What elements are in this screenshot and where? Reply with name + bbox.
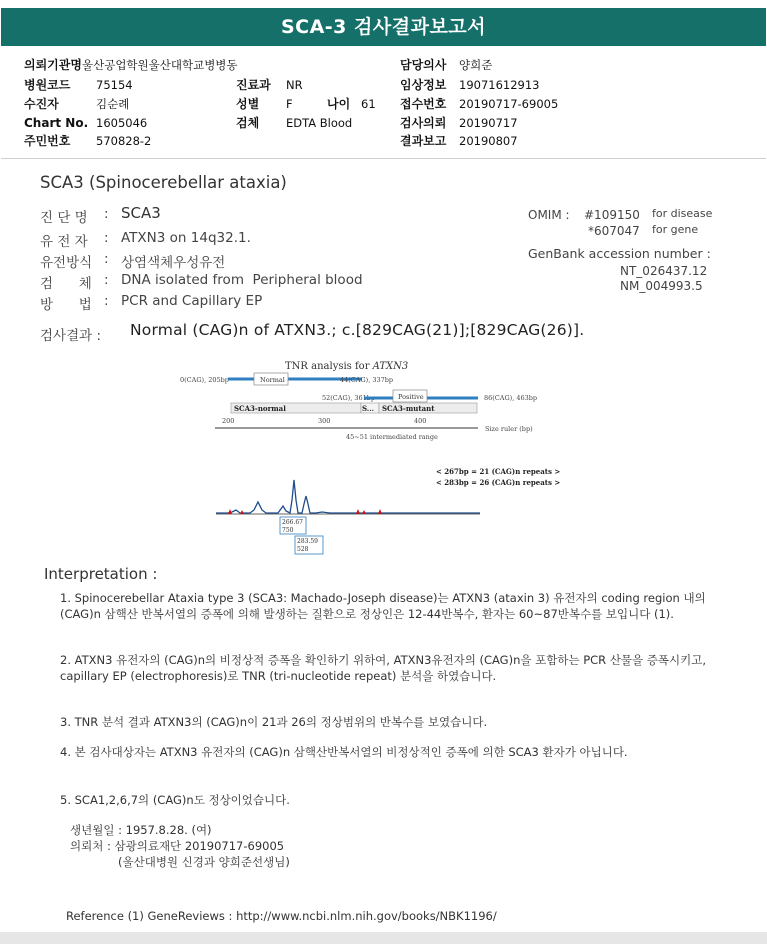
age-label: 나이 bbox=[327, 97, 351, 111]
zone-mid-label: S... bbox=[362, 404, 375, 413]
omim-gene-id: *607047 bbox=[588, 224, 640, 238]
report-title: SCA-3 검사결과보고서 bbox=[1, 8, 766, 46]
department-value: NR bbox=[286, 78, 303, 92]
omim-disease-note: for disease bbox=[652, 207, 713, 220]
clinical-info-value: 19071612913 bbox=[459, 78, 540, 92]
specimen-label: 검체 bbox=[236, 116, 260, 130]
bar1-left-label: 0(CAG), 205bp bbox=[180, 376, 229, 384]
result-value: Normal (CAG)n of ATXN3.; c.[829CAG(21)];[829CAG(26)]. bbox=[130, 321, 585, 339]
method-value: PCR and Capillary EP bbox=[121, 293, 263, 309]
positive-box-label: Positive bbox=[398, 393, 424, 401]
omim-gene-note: for gene bbox=[652, 223, 699, 236]
header-divider bbox=[1, 158, 766, 159]
accession-no-value: 20190717-69005 bbox=[459, 97, 559, 111]
accession-no-label: 접수번호 bbox=[400, 97, 447, 111]
sex-label: 성별 bbox=[236, 97, 260, 111]
section-title: SCA3 (Spinocerebellar ataxia) bbox=[40, 173, 287, 192]
reference-note: Reference (1) GeneReviews : http://www.ncbi.nlm.nih.gov/books/NBK1196/ bbox=[66, 909, 497, 923]
diagnosis-label: 진 단 명 bbox=[40, 210, 88, 226]
interpretation-paragraph-5: 5. SCA1,2,6,7의 (CAG)n도 정상이었습니다. bbox=[60, 793, 290, 807]
tnr-figure bbox=[0, 352, 767, 562]
genbank-id-2: NM_004993.5 bbox=[620, 279, 703, 293]
interpretation-paragraph-4: 4. 본 검사대상자는 ATXN3 유전자의 (CAG)n 삼핵산반복서열의 비정상적인 증폭에 의한 SCA3 환자가 아닙니다. bbox=[60, 745, 628, 759]
genbank-label: GenBank accession number : bbox=[528, 246, 711, 261]
normal-box-label: Normal bbox=[260, 376, 285, 384]
interpretation-title: Interpretation : bbox=[44, 565, 158, 583]
resident-no-value: 570828-2 bbox=[96, 134, 152, 148]
patient-name-value: 김순례 bbox=[96, 97, 130, 111]
size-marker bbox=[240, 510, 244, 514]
interpretation-paragraph-2: 2. ATXN3 유전자의 (CAG)n의 비정상적 증폭을 확인하기 위하여, ATXN3유전자의 (CAG)n을 포함하는 PCR 산물을 증폭시키고, capillary EP (electrophoresis)로 TNR (tri-nucleotide repeat) 분석을 하였습니다. bbox=[60, 653, 707, 683]
gene-value: ATXN3 on 14q32.1. bbox=[121, 230, 251, 246]
gene-sep: : bbox=[104, 230, 109, 246]
ruler-tick-200: 200 bbox=[222, 417, 235, 425]
birth-date-note: 생년월일 : 1957.8.28. (여) bbox=[70, 823, 212, 837]
report-date-label: 결과보고 bbox=[400, 134, 447, 148]
ruler-label: Size ruler (bp) bbox=[485, 425, 533, 433]
specimen-value: EDTA Blood bbox=[286, 116, 353, 130]
interpretation-paragraph-1: 1. Spinocerebellar Ataxia type 3 (SCA3: Machado-Joseph disease)는 ATXN3 (ataxin 3) 유전자의 coding region 내의 (CAG)n 삼핵산 반복서열의 증폭에 의해 발생하는 질환으로 정상인은 12-44반복수, 환자는 60~87반복수를 보입니다 (1). bbox=[60, 591, 706, 621]
department-label: 진료과 bbox=[236, 78, 271, 92]
omim-disease-id: #109150 bbox=[584, 208, 640, 222]
genbank-id-1: NT_026437.12 bbox=[620, 264, 708, 278]
hospital-code-label: 병원코드 bbox=[24, 78, 71, 92]
request-date-value: 20190717 bbox=[459, 116, 518, 130]
gene-label: 유 전 자 bbox=[40, 234, 88, 250]
omim-label: OMIM : bbox=[528, 208, 570, 222]
requesting-institution-label: 의뢰기관명 bbox=[24, 58, 82, 72]
bar2-right-label: 86(CAG), 463bp bbox=[484, 394, 538, 402]
resident-no-label: 주민번호 bbox=[24, 134, 71, 148]
diagnosis-value: SCA3 bbox=[121, 204, 161, 222]
specimen-type-value: DNA isolated from Peripheral blood bbox=[121, 272, 363, 288]
chart-no-label: Chart No. bbox=[24, 116, 89, 130]
inheritance-label: 유전방식 bbox=[40, 255, 93, 271]
diagnosis-sep: : bbox=[104, 206, 109, 222]
repeat-annotation-2: < 283bp = 26 (CAG)n repeats > bbox=[436, 478, 561, 487]
interpretation-paragraph-3: 3. TNR 분석 결과 ATXN3의 (CAG)n이 21과 26의 정상범위의 반복수를 보였습니다. bbox=[60, 715, 488, 729]
requesting-institution-value: 울산공업학원울산대학교병병동 bbox=[82, 58, 238, 72]
patient-name-label: 수진자 bbox=[24, 97, 59, 111]
peak1-size: 266.67 bbox=[282, 519, 303, 526]
specimen-type-label: 검 체 bbox=[40, 276, 92, 292]
figure-title: TNR analysis for ATXN3 bbox=[285, 361, 409, 372]
peak1-height: 750 bbox=[282, 527, 294, 534]
inheritance-value: 상염색체우성유전 bbox=[121, 255, 226, 271]
size-marker bbox=[356, 509, 360, 514]
age-value: 61 bbox=[361, 97, 376, 111]
ruler-tick-400: 400 bbox=[414, 417, 427, 425]
zone-mutant-label: SCA3-mutant bbox=[382, 404, 435, 413]
size-marker bbox=[362, 510, 366, 514]
result-label: 검사결과 : bbox=[40, 328, 102, 344]
requester-note: 의뢰처 : 삼광의료재단 20190717-69005 bbox=[70, 839, 285, 853]
specimen-type-sep: : bbox=[104, 272, 109, 288]
clinical-info-label: 임상정보 bbox=[400, 78, 447, 92]
ruler-tick-300: 300 bbox=[318, 417, 331, 425]
bottom-strip bbox=[0, 932, 767, 944]
intermediate-range-label: 45~51 intermediated range bbox=[346, 433, 438, 441]
chart-no-value: 1605046 bbox=[96, 116, 148, 130]
bar1-right-label: 44(CAG), 337bp bbox=[340, 376, 394, 384]
zone-normal-label: SCA3-normal bbox=[234, 404, 286, 413]
bar2-left-label: 52(CAG), 361bp bbox=[322, 394, 376, 402]
sex-value: F bbox=[286, 97, 293, 111]
request-date-label: 검사의뢰 bbox=[400, 116, 447, 130]
hospital-code-value: 75154 bbox=[96, 78, 133, 92]
doctor-value: 양희준 bbox=[459, 58, 493, 72]
repeat-annotation-1: < 267bp = 21 (CAG)n repeats > bbox=[436, 467, 561, 476]
method-sep: : bbox=[104, 293, 109, 309]
size-marker bbox=[378, 509, 382, 514]
hospital-note: (울산대병원 신경과 양희준선생님) bbox=[118, 855, 290, 869]
method-label: 방 법 bbox=[40, 297, 92, 313]
doctor-label: 담당의사 bbox=[400, 58, 447, 72]
report-date-value: 20190807 bbox=[459, 134, 518, 148]
peak2-height: 528 bbox=[297, 546, 309, 553]
peak2-size: 283.59 bbox=[297, 538, 318, 545]
inheritance-sep: : bbox=[104, 251, 109, 267]
